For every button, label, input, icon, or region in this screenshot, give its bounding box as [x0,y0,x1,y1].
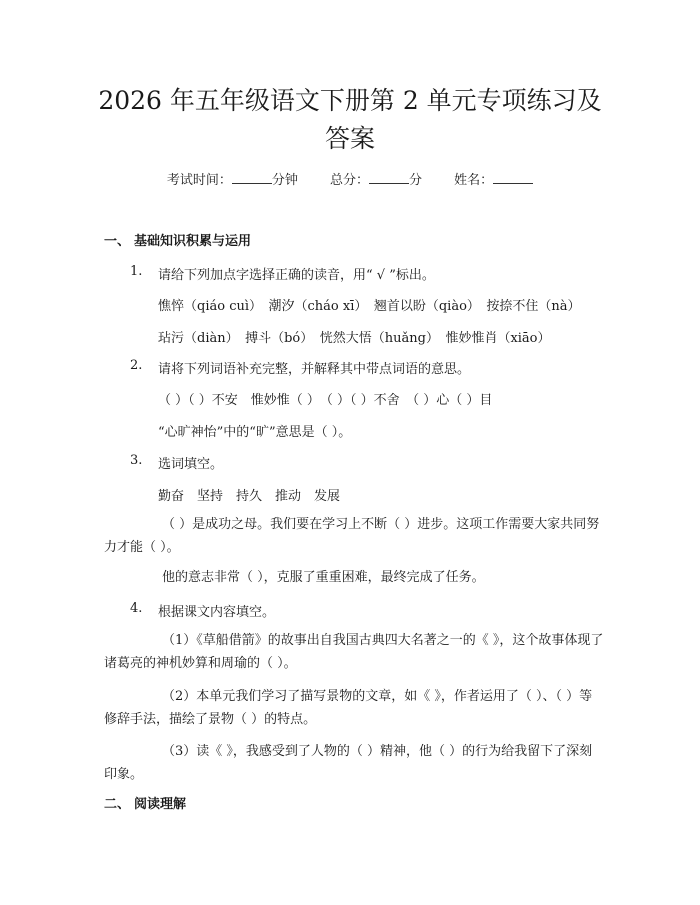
q3-paragraph-1: （ ）是成功之母。我们要在学习上不断（ ）进步。这项工作需要大家共同努力才能（ ）。 [104,517,600,555]
q3-word-bank: 勤奋 坚持 持久 推动 发展 [158,489,341,504]
q1-text: 请给下列加点字选择正确的读音，用“ √ ”标出。 [158,268,435,283]
q4-paragraph-2: （2）本单元我们学习了描写景物的文章，如《 》，作者运用了（ ）、（ ）等修辞手法，描绘了景物（ ）的特点。 [104,689,593,727]
total-score: 总分： 分 [329,173,423,188]
student-name: 姓名： [454,173,533,188]
q1-number: 1. [130,264,143,279]
q4-paragraph-1: （1）《草船借箭》的故事出自我国古典四大名著之一的《 》，这个故事体现了诸葛亮的神机妙算和周瑜的（ ）。 [104,633,604,671]
q2-row-2: “心旷神怡”中的“旷”意思是（ ）。 [158,425,352,440]
page-title [60,82,640,158]
q2-text: 请将下列词语补充完整，并解释其中带点词语的意思。 [158,362,471,377]
exam-meta [0,169,700,188]
name-blank [493,171,533,184]
q2-number: 2. [130,358,143,373]
title-line-1: 2026 年五年级语文下册第 2 单元专项练习及 [98,86,602,115]
section-1-heading: 一、 基础知识积累与运用 [104,234,252,249]
score-blank [369,171,409,184]
q3-text: 选词填空。 [158,457,224,472]
q1-row-2: 玷污（diàn） 搏斗（bó） 恍然大悟（huǎng） 惟妙惟肖（xiāo） [158,331,551,346]
title-line-2: 答案 [324,124,375,153]
q4-number: 4. [130,601,143,616]
q4-text: 根据课文内容填空。 [158,605,276,620]
exam-time: 考试时间： 分钟 [166,173,298,188]
q3-paragraph-2: 他的意志非常（ ），克服了重重困难，最终完成了任务。 [162,570,485,585]
q1-row-1: 憔悴（qiáo cuì） 潮汐（cháo xī） 翘首以盼（qiào） 按捺不住（nà） [158,299,581,314]
q4-paragraph-3: （3）读《 》，我感受到了人物的（ ）精神，他（ ）的行为给我留下了深刻印象。 [104,744,593,782]
section-2-heading: 二、 阅读理解 [104,797,187,812]
q2-row-1: （ ）（ ）不安 惟妙惟（ ） （ ）（ ）不舍 （ ）心（ ）目 [158,393,493,408]
q3-number: 3. [130,453,143,468]
time-blank [232,171,272,184]
